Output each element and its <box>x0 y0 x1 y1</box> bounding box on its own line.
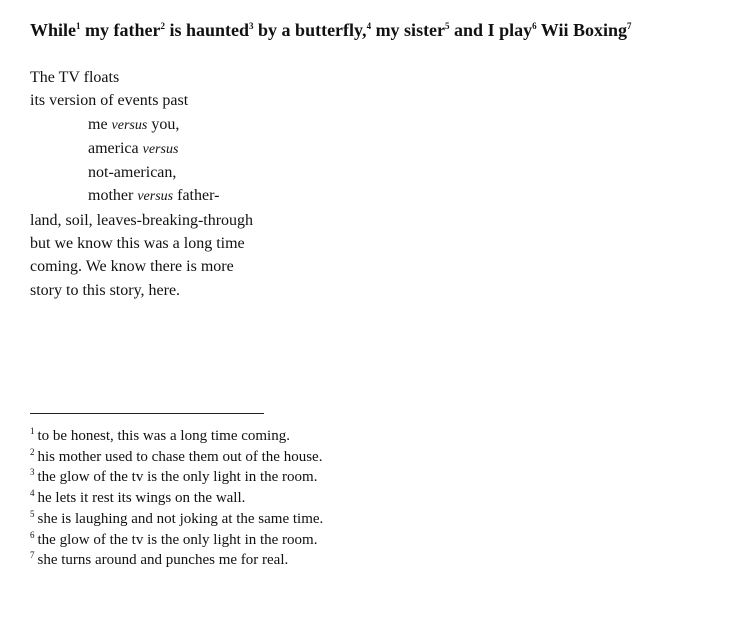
footnote-number: 2 <box>30 446 35 457</box>
footnote: $^2$ his mother used to chase them out of the house. <box>30 446 323 465</box>
poem-line: mother versus father- <box>88 187 220 205</box>
poem-line: coming. We know there is more <box>30 258 234 276</box>
footnote-marker: 5 <box>445 21 450 31</box>
title-segment: my father <box>80 20 161 40</box>
poem-line: not-american, <box>88 164 177 182</box>
title-segment: Wii Boxing <box>536 20 627 40</box>
footnotes <box>30 426 710 571</box>
footnote-marker: 2 <box>160 21 165 31</box>
footnote: $^6$ the glow of the tv is the only light in the room. <box>30 529 318 548</box>
title-segment: is haunted <box>165 20 250 40</box>
poem-line: but we know this was a long time <box>30 235 245 253</box>
italic-word: versus <box>111 117 148 133</box>
title-segment: and I play <box>449 20 533 40</box>
footnote-marker: 6 <box>532 21 537 31</box>
footnote: $^1$ to be honest, this was a long time coming. <box>30 426 290 444</box>
footnote: $^7$ she turns around and punches me for real. <box>30 550 289 569</box>
footnote-number: 3 <box>30 467 35 478</box>
title-segment: While <box>30 20 77 40</box>
italic-word: versus <box>142 141 179 157</box>
footnote-marker: 4 <box>366 21 372 31</box>
footnote: $^4$ he lets it rest its wings on the wall. <box>30 488 246 507</box>
italic-word: versus <box>137 189 174 205</box>
footnote-marker: 7 <box>626 21 632 31</box>
poem-line: me versus you, <box>88 115 180 133</box>
footnote-number: 4 <box>30 488 35 499</box>
footnote-number: 1 <box>30 426 35 436</box>
footnote-number: 6 <box>30 529 35 540</box>
title-segment: by a butterfly, <box>253 20 367 40</box>
title-segment: my sister <box>371 20 446 40</box>
poem-line: The TV floats <box>30 69 120 86</box>
poem-line: land, soil, leaves-breaking-through <box>30 211 254 229</box>
poem-line: its version of events past <box>30 92 189 110</box>
poem-line: america versus <box>88 139 179 157</box>
footnote-divider <box>30 413 264 414</box>
footnote: $^3$ the glow of the tv is the only light in the room. <box>30 467 318 486</box>
footnote-marker: 3 <box>249 21 254 31</box>
footnote-number: 7 <box>30 550 35 561</box>
poem-body <box>30 66 430 302</box>
footnote: $^5$ she is laughing and not joking at the same time. <box>30 508 324 527</box>
poem-title <box>30 18 720 42</box>
footnote-marker: 1 <box>76 21 81 31</box>
poem-line: story to this story, here. <box>30 281 181 299</box>
footnote-number: 5 <box>30 508 35 519</box>
